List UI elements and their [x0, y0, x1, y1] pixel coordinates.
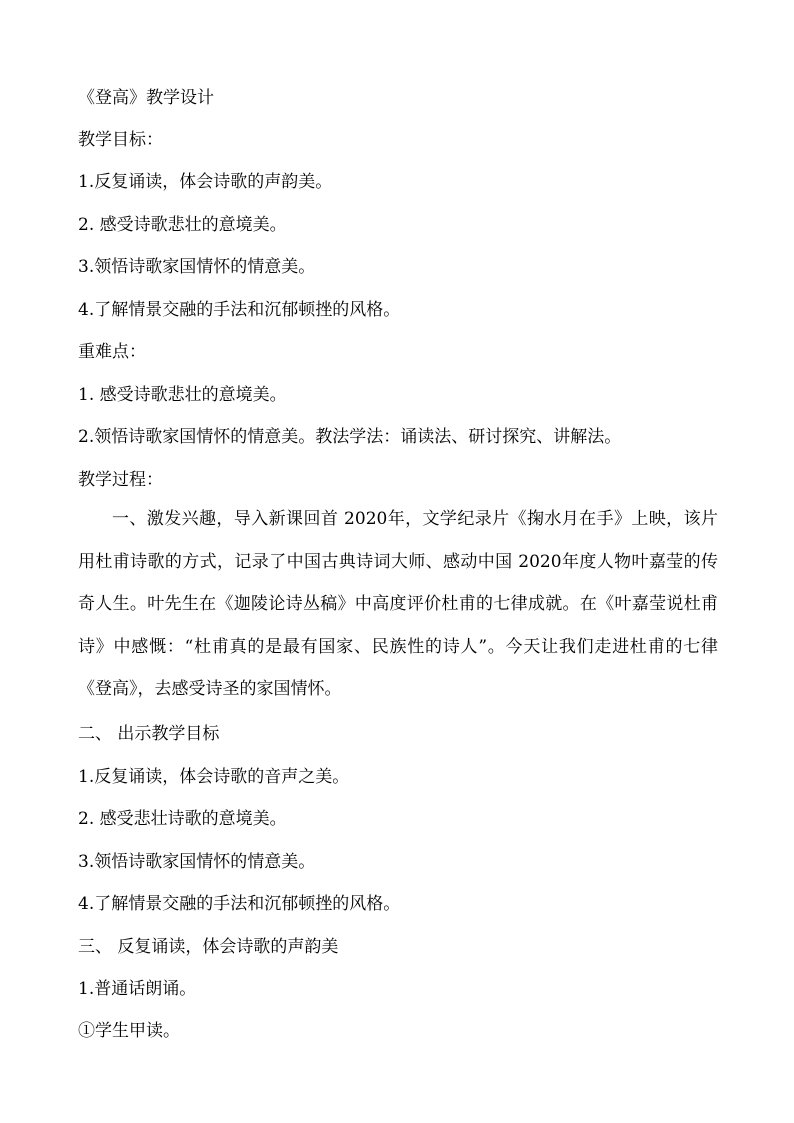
objective-item: 1.反复诵读，体会诗歌的声韵美。 [78, 172, 333, 192]
section2-item: 1.反复诵读，体会诗歌的音声之美。 [78, 767, 350, 787]
section2-heading: 二、 出示教学目标 [78, 724, 220, 744]
section3-item: ①学生甲读。 [78, 1021, 180, 1041]
key-point-item: 1. 感受诗歌悲壮的意境美。 [78, 385, 287, 405]
section3-heading: 三、 反复诵读，体会诗歌的声韵美 [78, 937, 339, 957]
section2-item: 3.领悟诗歌家国情怀的情意美。 [78, 852, 316, 872]
section3-item: 1.普通话朗诵。 [78, 979, 197, 999]
intro-paragraph: 一、激发兴趣，导入新课回首 2020年，文学纪录片《掬水月在手》上映，该片用杜甫诗歌的方式，记录了中国古典诗词大师、感动中国 2020年度人物叶嘉莹的传奇人生。叶先生在《迦陵论诗丛稿》中高度评价杜甫的七律成就。在《叶嘉莹说杜甫诗》中感慨：“杜甫真的是最有国家、民族性的诗人”。今天让我们走进杜甫的七律《登高》，去感受诗圣的家国情怀。 [78, 509, 718, 699]
process-heading: 教学过程： [78, 470, 163, 490]
document-title: 《登高》教学设计 [78, 88, 214, 108]
section2-item: 2. 感受悲壮诗歌的意境美。 [78, 809, 287, 829]
objective-item: 3.领悟诗歌家国情怀的情意美。 [78, 257, 316, 277]
key-points-heading: 重难点： [78, 342, 146, 362]
objective-item: 2. 感受诗歌悲壮的意境美。 [78, 215, 287, 235]
section2-item: 4.了解情景交融的手法和沉郁顿挫的风格。 [78, 894, 401, 914]
key-point-item: 2.领悟诗歌家国情怀的情意美。教法学法：诵读法、研讨探究、讲解法。 [78, 427, 622, 447]
objective-item: 4.了解情景交融的手法和沉郁顿挫的风格。 [78, 300, 401, 320]
objectives-heading: 教学目标： [78, 130, 163, 150]
